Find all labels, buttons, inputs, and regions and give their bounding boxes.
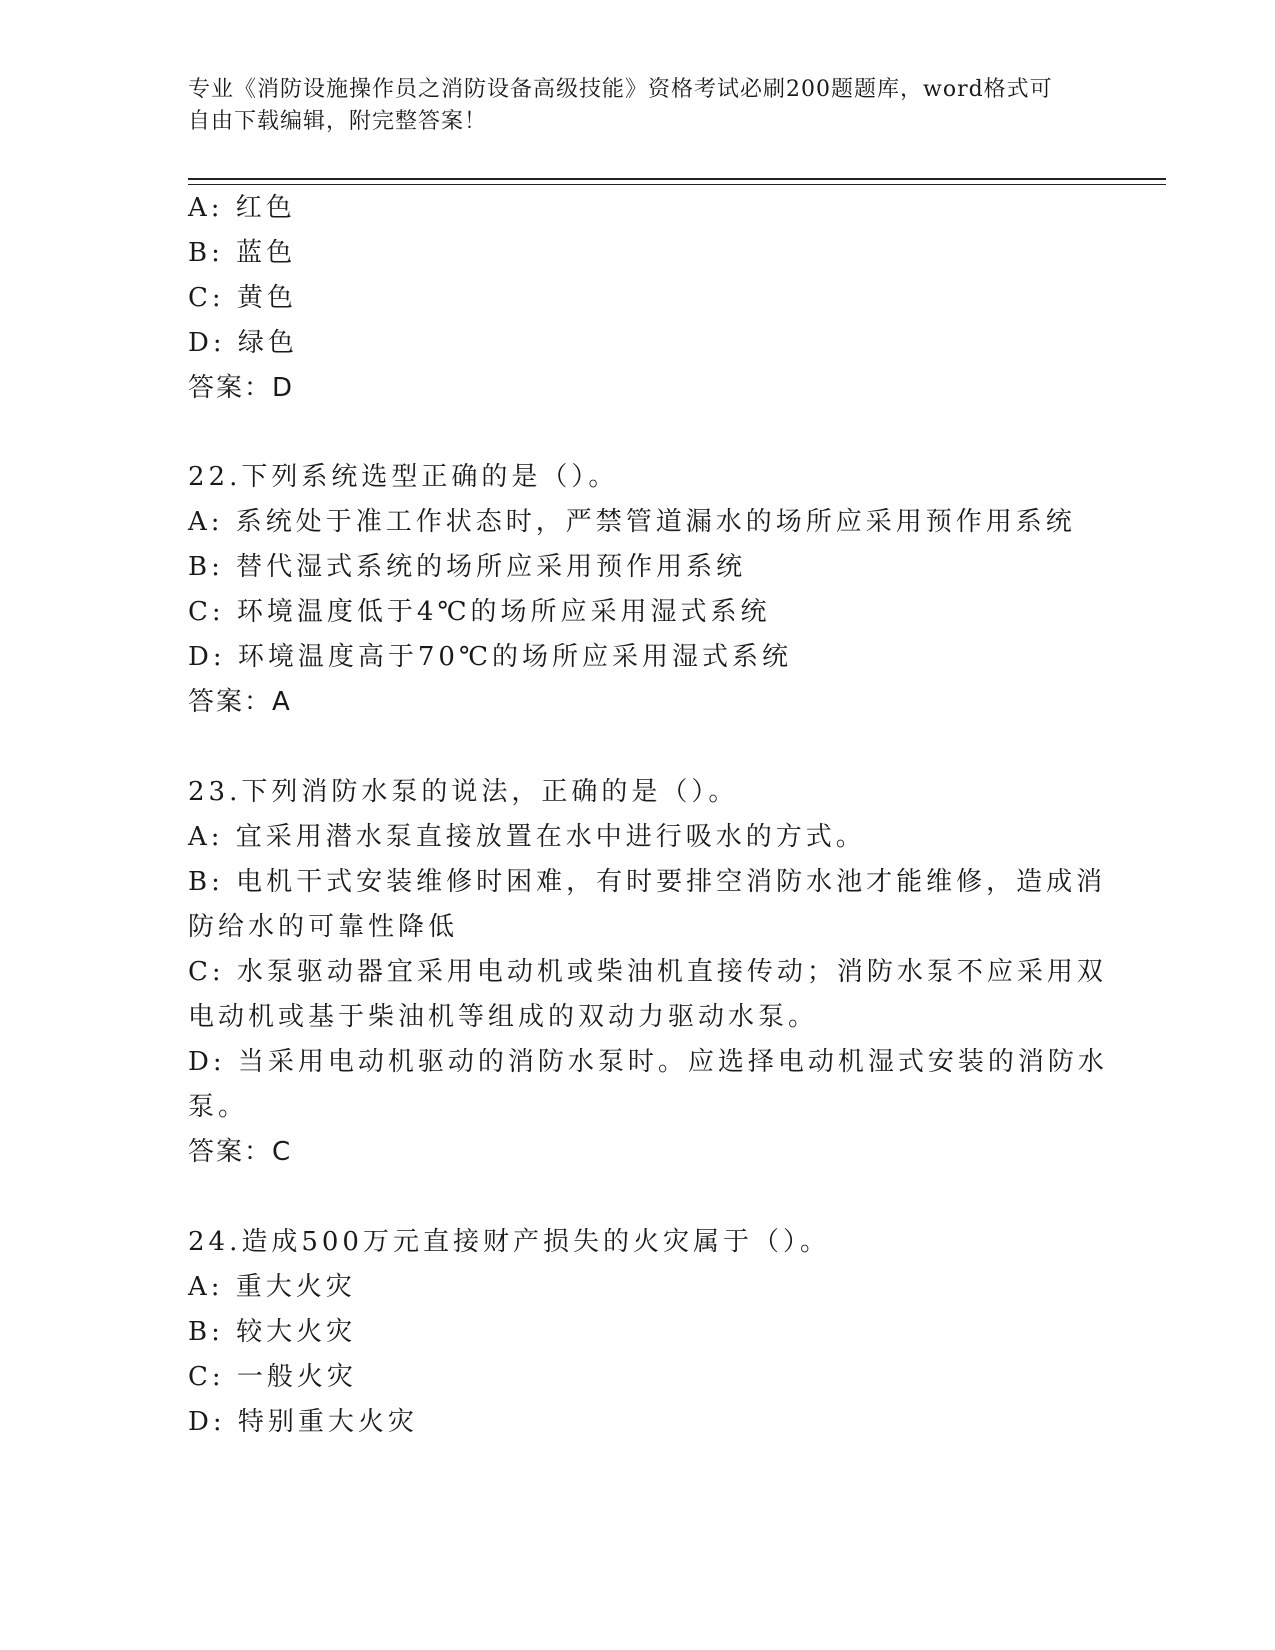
q23-option-b-line1: B: 电机干式安装维修时困难，有时要排空消防水池才能维修，造成消 [188,867,1107,897]
document-header: 专业《消防设施操作员之消防设备高级技能》资格考试必刷200题题库，word格式可自由下载编辑，附完整答案！ [188,77,1053,134]
q24-question: 24.造成500万元直接财产损失的火灾属于（）。 [188,1227,830,1257]
q21-option-c: C: 黄色 [188,283,297,313]
q21-option-b: B: 蓝色 [188,238,297,268]
header-divider-thick [188,178,1166,180]
q22-answer: 答案：A [188,687,292,717]
q22-option-d: D: 环境温度高于70℃的场所应采用湿式系统 [188,642,793,672]
q24-option-c: C: 一般火灾 [188,1362,357,1392]
q23-option-d-line1: D: 当采用电动机驱动的消防水泵时。应选择电动机湿式安装的消防水 [188,1047,1108,1077]
q22-option-c: C: 环境温度低于4℃的场所应采用湿式系统 [188,597,771,627]
header-divider-thin [188,184,1166,185]
q23-option-a: A: 宜采用潜水泵直接放置在水中进行吸水的方式。 [188,822,866,852]
q23-option-c-line2: 电动机或基于柴油机等组成的双动力驱动水泵。 [188,1002,819,1032]
q21-option-a: A: 红色 [188,193,296,223]
q23-question: 23.下列消防水泵的说法，正确的是（）。 [188,777,739,807]
q22-option-a: A: 系统处于准工作状态时，严禁管道漏水的场所应采用预作用系统 [188,507,1076,537]
q21-answer: 答案：D [188,373,295,403]
q24-option-a: A: 重大火灾 [188,1272,356,1302]
q21-option-d: D: 绿色 [188,328,298,358]
q23-option-c-line1: C: 水泵驱动器宜采用电动机或柴油机直接传动；消防水泵不应采用双 [188,957,1107,987]
q22-option-b: B: 替代湿式系统的场所应采用预作用系统 [188,552,747,582]
q23-option-d-line2: 泵。 [188,1092,249,1122]
q22-question: 22.下列系统选型正确的是（）。 [188,462,619,492]
q24-option-b: B: 较大火灾 [188,1317,357,1347]
q23-option-b-line2: 防给水的可靠性降低 [188,912,459,942]
q24-option-d: D: 特别重大火灾 [188,1407,418,1437]
q23-answer: 答案：C [188,1137,293,1167]
